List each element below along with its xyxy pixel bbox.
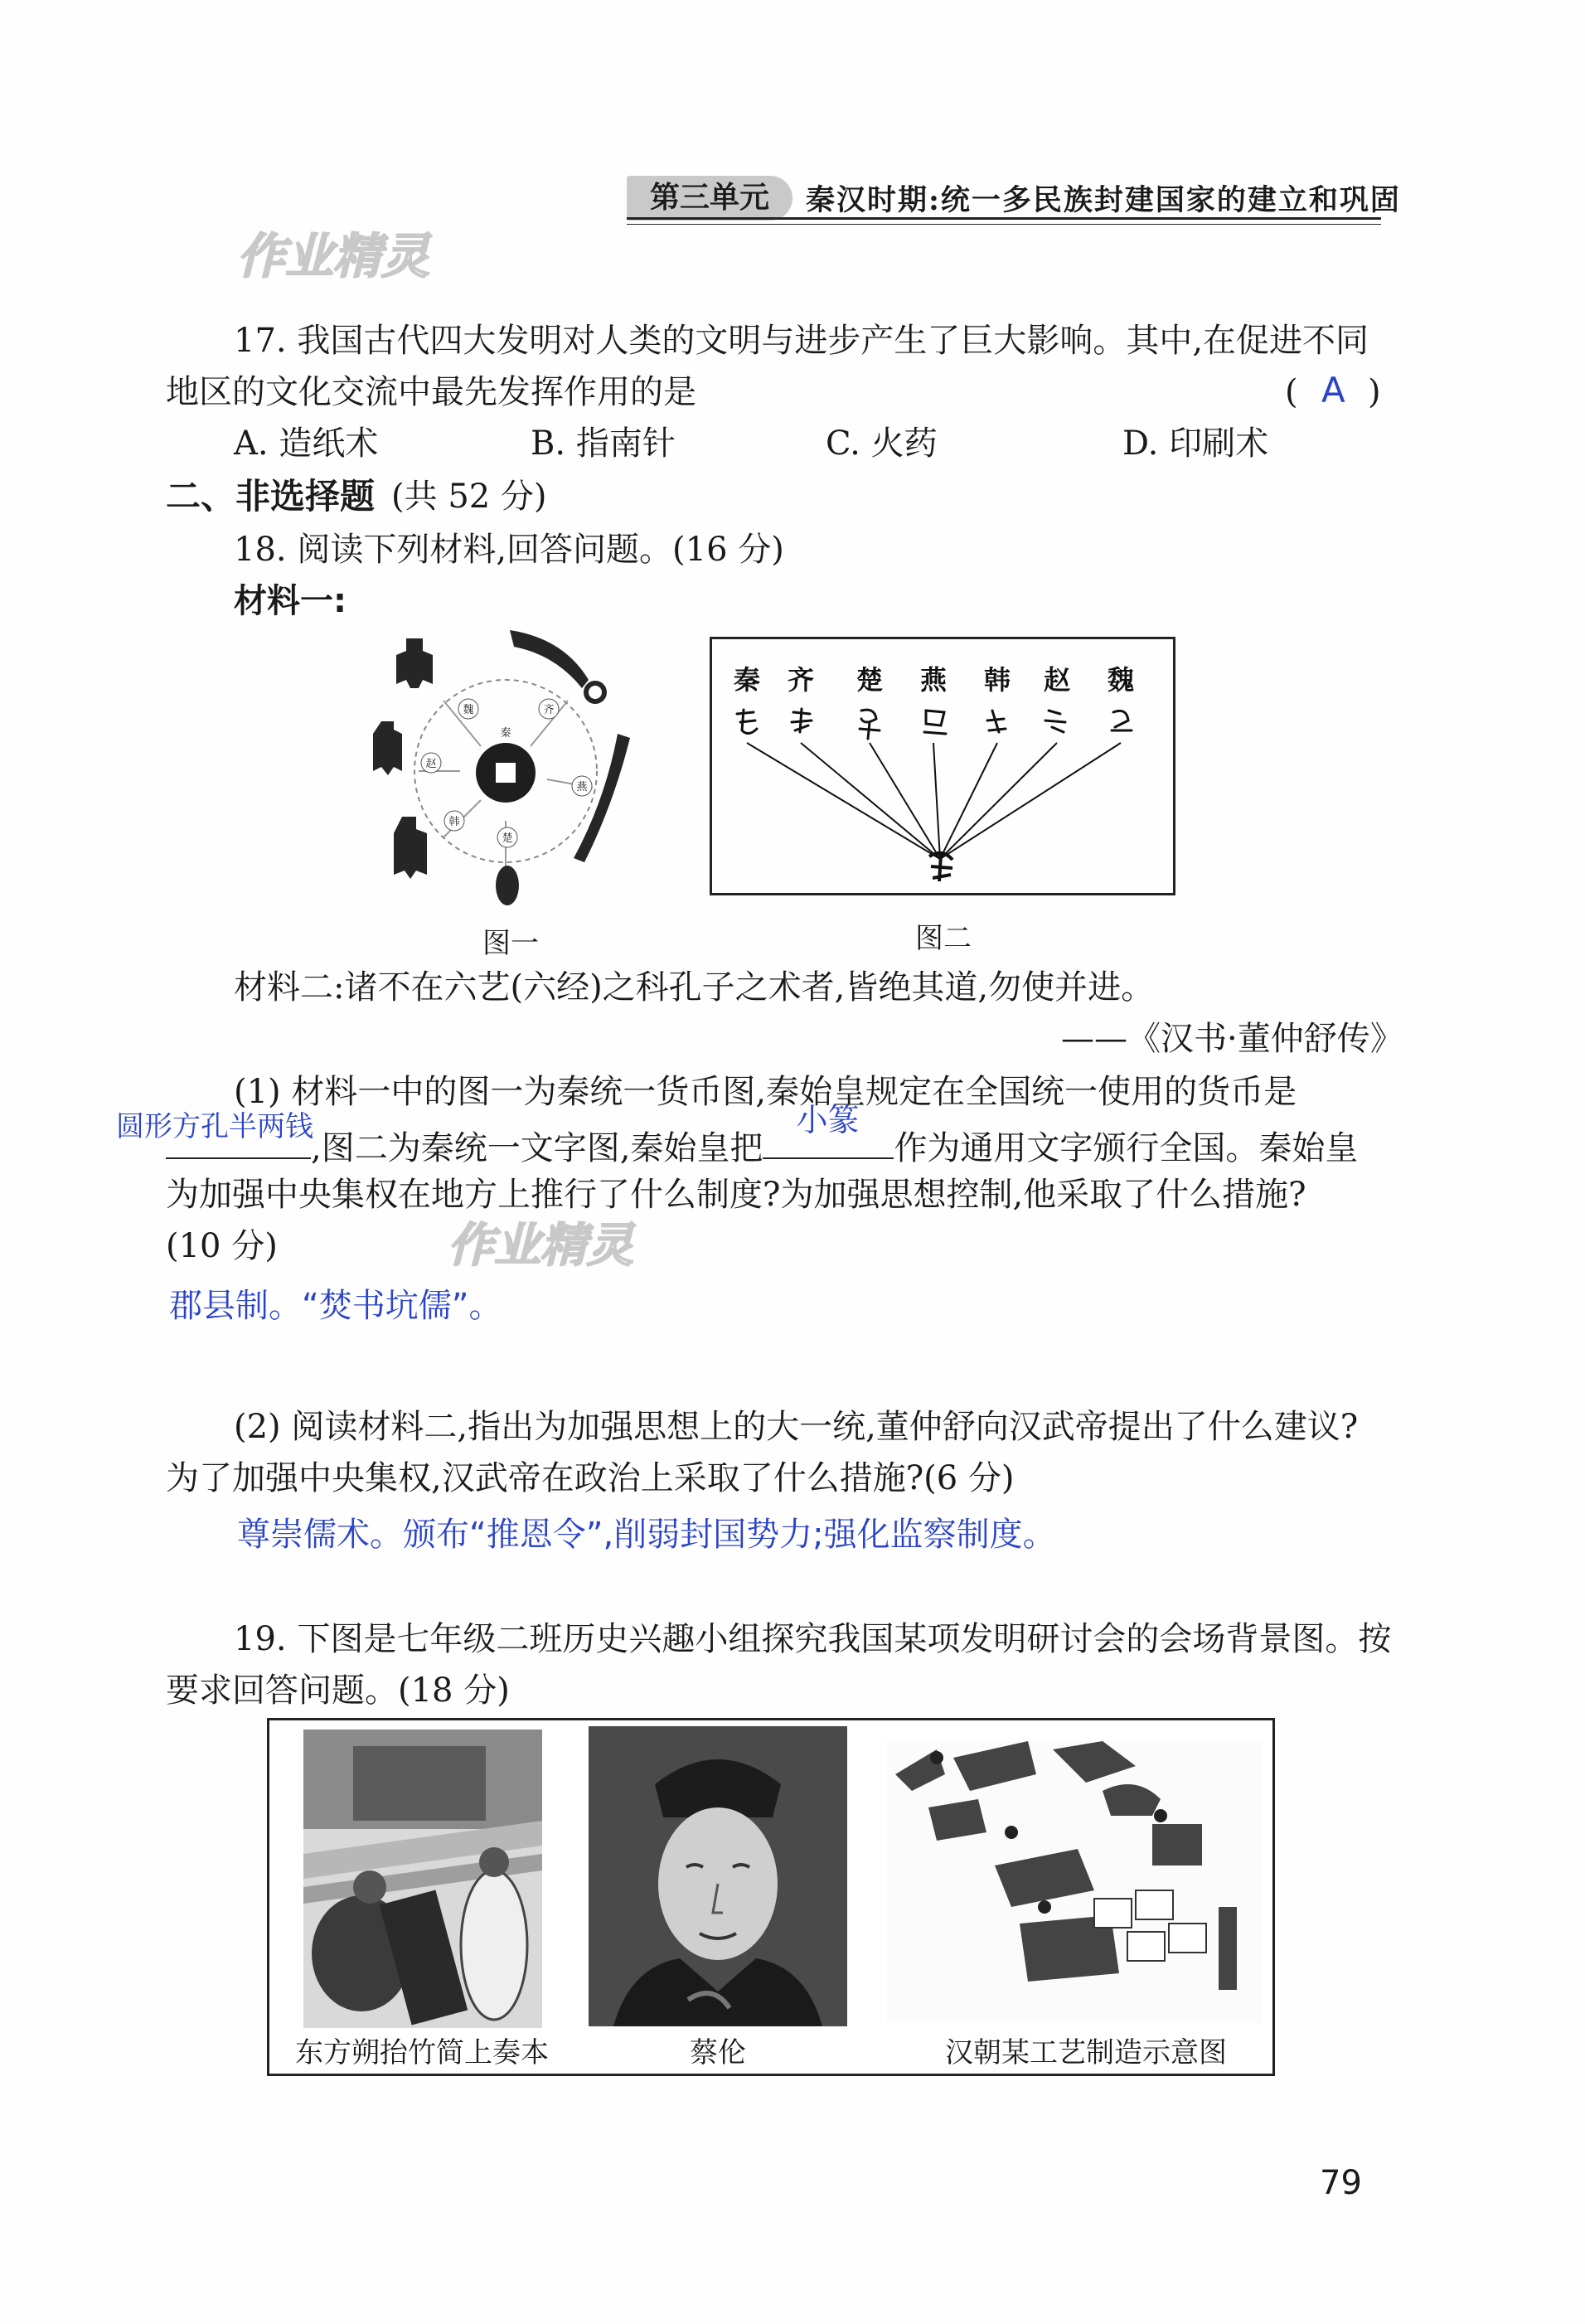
panel-cai-lun-portrait bbox=[589, 1726, 847, 2026]
fig1-state-label: 韩 bbox=[448, 816, 460, 828]
fig1-state-label: 燕 bbox=[576, 781, 588, 793]
q17-stem-line2: 地区的文化交流中最先发挥作用的是 bbox=[166, 373, 696, 411]
q17-option-a: A. 造纸术 bbox=[234, 425, 379, 463]
q18-part1-line2-text-a: ,图二为秦统一文字图,秦始皇把 bbox=[311, 1129, 763, 1167]
panel-dongfang-shuo-image bbox=[303, 1730, 542, 2028]
fig2-state-name: 燕 bbox=[919, 664, 948, 696]
material1-label: 材料一: bbox=[234, 582, 347, 620]
q18-part2-line2: 为了加强中央集权,汉武帝在政治上采取了什么措施?(6 分) bbox=[166, 1459, 1015, 1497]
watermark: 作业精灵 bbox=[237, 228, 430, 284]
fig2-state-name: 齐 bbox=[787, 664, 815, 696]
q18-part2-line1: (2) 阅读材料二,指出为加强思想上的大一统,董仲舒向汉武帝提出了什么建议? bbox=[234, 1408, 1359, 1446]
q19-stem-line2: 要求回答问题。(18 分) bbox=[166, 1671, 510, 1710]
unit-tag: 第三单元 bbox=[627, 176, 792, 221]
q18-part1-line2 bbox=[116, 1102, 1359, 1174]
figure1-currency-diagram bbox=[365, 630, 647, 912]
fig2-state-name: 赵 bbox=[1043, 664, 1071, 696]
material2-text: 材料二:诸不在六艺(六经)之科孔子之术者,皆绝其道,勿使并进。 bbox=[234, 968, 1155, 1007]
q17-option-b: B. 指南针 bbox=[531, 425, 676, 463]
watermark: 作业精灵 bbox=[448, 1219, 633, 1273]
fig2-state-name: 魏 bbox=[1107, 664, 1135, 696]
q17-option-d: D. 印刷术 bbox=[1122, 425, 1269, 463]
q17-answer: A bbox=[1321, 370, 1345, 410]
q17-stem-line1: 17. 我国古代四大发明对人类的文明与进步产生了巨大影响。其中,在促进不同 bbox=[234, 322, 1369, 360]
unit-title: 秦汉时期:统一多民族封建国家的建立和巩固 bbox=[806, 183, 1401, 217]
section-title: 二、非选择题 bbox=[166, 476, 376, 517]
blank-currency-answer: 圆形方孔半两钱 bbox=[116, 1110, 313, 1143]
q18-part1-score: (10 分) bbox=[166, 1227, 278, 1265]
q17-paren-close: ) bbox=[1368, 373, 1381, 411]
q17-paren-open: ( bbox=[1285, 373, 1298, 411]
blank-script-answer: 小篆 bbox=[796, 1102, 860, 1138]
blank-currency[interactable] bbox=[116, 1110, 313, 1159]
page-number: 79 bbox=[1320, 2164, 1362, 2202]
blank-script[interactable] bbox=[763, 1102, 894, 1159]
panel3-caption: 汉朝某工艺制造示意图 bbox=[945, 2036, 1227, 2069]
figure1-caption: 图一 bbox=[482, 927, 539, 960]
q18-part1-line1: (1) 材料一中的图一为秦统一货币图,秦始皇规定在全国统一使用的货币是 bbox=[234, 1073, 1297, 1111]
header-rule-thin bbox=[627, 224, 1381, 225]
q18-stem: 18. 阅读下列材料,回答问题。(16 分) bbox=[234, 531, 784, 569]
q18-part1-line3: 为加强中央集权在地方上推行了什么制度?为加强思想控制,他采取了什么措施? bbox=[166, 1176, 1306, 1214]
panel1-caption: 东方朔抬竹简上奏本 bbox=[295, 2036, 549, 2069]
header-rule bbox=[627, 217, 1381, 220]
fig1-state-label: 赵 bbox=[425, 758, 437, 770]
panel2-caption: 蔡伦 bbox=[690, 2036, 746, 2069]
q17-option-c: C. 火药 bbox=[826, 425, 938, 463]
figure2-caption: 图二 bbox=[915, 922, 972, 955]
q19-stem-line1: 19. 下图是七年级二班历史兴趣小组探究我国某项发明研讨会的会场背景图。按 bbox=[234, 1620, 1392, 1658]
fig2-state-name: 秦 bbox=[733, 664, 761, 696]
q18-part1-line2-text-b: 作为通用文字颁行全国。秦始皇 bbox=[894, 1129, 1359, 1167]
q18-part1-answer: 郡县制。“焚书坑儒”。 bbox=[169, 1287, 502, 1325]
section-score: (共 52 分) bbox=[391, 478, 547, 516]
q18-part2-answer: 尊崇儒术。颁布“推恩令”,削弱封国势力;强化监察制度。 bbox=[237, 1516, 1056, 1554]
fig2-state-name: 韩 bbox=[983, 664, 1011, 696]
figure2-script-diagram bbox=[712, 639, 1173, 893]
panel-papermaking-illustration bbox=[887, 1741, 1262, 2023]
fig2-state-name: 楚 bbox=[856, 664, 884, 696]
material2-source: ——《汉书·董仲舒传》 bbox=[1061, 1020, 1403, 1058]
fig1-state-label: 齐 bbox=[543, 704, 555, 716]
fig1-center-label: 秦 bbox=[500, 727, 511, 740]
fig1-state-label: 魏 bbox=[463, 704, 474, 716]
fig1-state-label: 楚 bbox=[502, 832, 513, 845]
